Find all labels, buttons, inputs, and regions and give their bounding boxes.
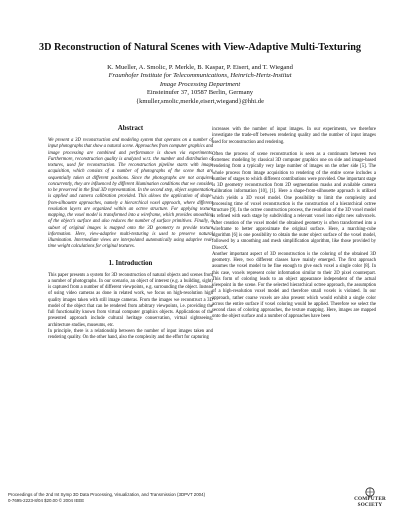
introduction-heading: 1. Introduction [108,259,153,267]
address-line: Einsteinufer 37, 10587 Berlin, Germany [146,89,254,97]
department-name: Image Processing Department [159,80,241,88]
right-column [212,127,376,321]
email-line: {kmuller,smolic,merkle,eisert,wiegand}@hhi.de [135,97,265,105]
author-names: K. Mueller, A. Smolic, P. Merkle, B. Kaspar, P. Eisert, and T. Wiegand [107,64,293,71]
paper-title: 3D Reconstruction of Natural Scenes with View-Adaptive Multi-Texturing [39,42,361,53]
abstract-heading: Abstract [117,125,144,132]
introduction-paragraph: In principle, there is a relationship between the number of input images taken and rendering quality. On the other hand, also the complexity and the effort for capturing [48,328,213,340]
author-block [30,64,370,106]
body-paragraph: Often the process of scene reconstruction is seen as a continuum between two extremes: modeling by classical 3D computer graphics one on side and image-based rendering from a typically very large number of images on the other side [5]. The whole process from image acquisition to rendering of the entire scene includes a number of stages to which different contributions were provided. One important stage is 3D geometry reconstruction from 2D segmentation masks and available camera calibration information [10], [1]. Here a shape-from-silhouette approach is utilized which yields a 3D voxel model. One possibility to limit the complexity and processing time of voxel reconstruction is the construction of a hierarchical octree structure [9]. In the octree construction process, the resolution of the 3D voxel model is refined with each stage by subdividing a relevant voxel into eight new subvoxels. After creation of the voxel model the obtained geometry is often transformed into a wireframe to better approximate the original surface. Here, a marching-cube algorithm [6] is one possibility to obtain the outer object surface of the voxel model, followed by a smoothing and mesh simplification algorithm, like those provided by DirectX. [212,151,376,251]
left-column [48,124,213,341]
ieee-computer-society-logo [350,487,390,511]
body-paragraph: Another important aspect of 3D reconstruction is the coloring of the obtained 3D geometry. Here, two different classes have mainly emerged. The first approach assumes the voxel model to be fine enough to give each voxel a single color [8]. In this case, voxels represent color information similar to their 2D pixel counterpart. This form of coloring leads to an object appearance independent of the actual viewpoint in the scene. For the selected hierarchical octree approach, the assumption of a high-resolution voxel model and therefore small voxels is violated. In our approach, rather coarse voxels are also present which would exhibit a single color across the entire surface if voxel coloring would be applied. Therefore we select the second class of coloring approaches, the texture mapping. Here, images are mapped onto the object surface and a number of approaches have been [212,251,376,320]
institute-name: Fraunhofer Institute for Telecommunications, Heinrich-Hertz-Institut [108,72,292,80]
logo-text-line2: SOCIETY [357,501,383,508]
introduction-paragraph: This paper presents a system for 3D reconstruction of natural objects and scenes from a number of photographs. In our scenario, an object of interest (e.g. a building, sight) is captured from a number of different viewpoints, e.g. surrounding the object. Instead of using video cameras as done in related work, we focus on high-resolution high quality images taken with still image cameras. From the images we reconstruct a 3D model of the object that can be rendered from arbitrary viewpoints, i.e. providing the full functionality known from virtual computer graphics objects. Applications of the presented approach include cultural heritage conservation, virtual sightseeing, architecture studies, museums, etc. [48,272,213,328]
abstract-text: We present a 3D reconstruction and modeling system that operates on a number of input photographs that show a natural scene. Approaches from computer graphics and image processing are combined and performance is shown via experiments. Furthermore, reconstruction quality is analyzed w.r.t. the number and distribution of textures, used for reconstruction. The reconstruction pipeline starts with image acquisition, which consists of a number of photographs of the scene that are sequentially taken at different positions. Since the photographs are not acquired concurrently, they are influenced by different illumination conditions that we consider to be preserved in the final 3D representation. In the second step, object segmentation is applied and camera calibration provided. This allows the application of shape-from-silhouette approaches, namely a hierarchical voxel approach, where different resolution layers are organized within an octree structure. For applying texture mapping, the voxel model is transformed into a wireframe, which provides smoothing of the object's surface and also reduces the number of surface primitives. Finally, a subset of original images is mapped onto the 3D geometry to provide texture information. Here, view-adaptive multi-texturing is used to preserve natural illumination. Intermediate views are interpolated automatically using adaptive real-time weight calculations for original textures. [48,138,214,250]
proceedings-footer [8,492,328,504]
logo-text-line1: COMPUTER [354,496,386,502]
body-paragraph: increases with the number of input images. In our experiments, we therefore investigate the trade-off between rendering quality and the number of input images used for reconstruction and rendering. [212,127,376,145]
proceedings-line: Proceedings of the 2nd Int Symp 3D Data Processing, Visualization, and Transmission (3DPVT 2004) [8,492,206,497]
copyright-line: 0-7695-2223-8/04 $20.00 © 2004 IEEE [8,498,85,503]
